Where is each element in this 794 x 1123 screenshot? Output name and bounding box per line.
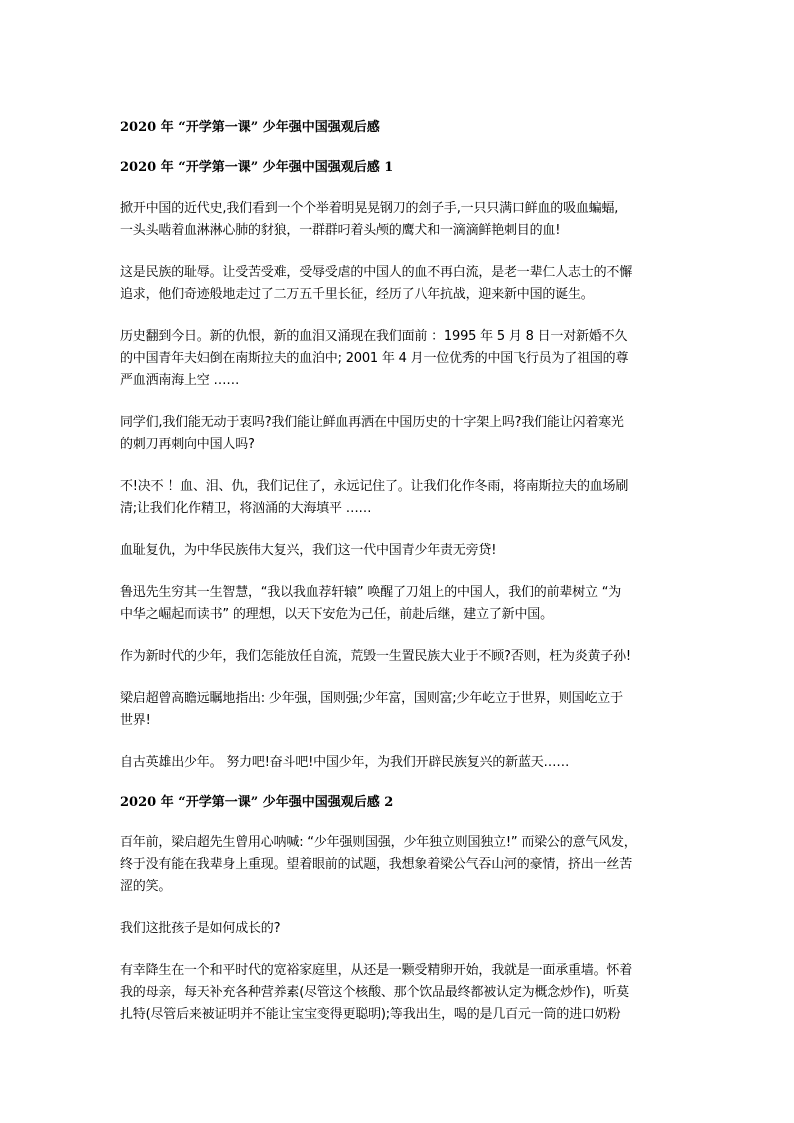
text-line: 的中国青年夫妇倒在南斯拉夫的血泊中; 2001 年 4 月一位优秀的中国飞行员为了祖国的尊 xyxy=(120,351,629,366)
text-line: 不!决不 ！血、泪、仇，我们记住了，永远记住了。让我们化作冬雨，将南斯拉夫的血场刷 xyxy=(120,479,629,494)
section-2-body xyxy=(120,832,680,1026)
section-2-heading: 2020 年 “开学第一课” 少年强中国强观后感 2 xyxy=(120,795,394,810)
paragraph xyxy=(120,198,680,242)
paragraph xyxy=(120,262,680,306)
paragraph xyxy=(120,688,680,732)
text-line: 世界! xyxy=(120,713,151,728)
text-line: 自古英雄出少年。 努力吧!奋斗吧!中国少年，为我们开辟民族复兴的新蓝天…… xyxy=(120,755,570,770)
document-page xyxy=(120,119,680,1026)
text-line: 终于没有能在我辈身上重现。望着眼前的试题，我想象着梁公气吞山河的豪情，挤出一丝苦 xyxy=(120,857,633,872)
text-line: 这是民族的耻辱。让受苦受难，受辱受虐的中国人的血不再白流，是老一辈仁人志士的不懈 xyxy=(120,265,633,280)
paragraph xyxy=(120,752,680,774)
text-line: 一头头啮着血淋淋心肺的豺狼，一群群叼着头颅的鹰犬和一滴滴鲜艳刺目的血! xyxy=(120,223,561,238)
text-line: 清;让我们化作精卫，将汹涌的大海填平 …… xyxy=(120,501,372,516)
section-1-body xyxy=(120,198,680,774)
text-line: 严血洒南海上空 …… xyxy=(120,373,240,388)
text-line: 我们这批孩子是如何成长的? xyxy=(120,921,281,936)
text-line: 扎特(尽管后来被证明并不能让宝宝变得更聪明);等我出生，喝的是几百元一筒的进口奶粉 xyxy=(120,1007,621,1022)
paragraph xyxy=(120,582,680,626)
text-line: 梁启超曾高瞻远瞩地指出: 少年强，国则强;少年富，国则富;少年屹立于世界，则国屹立于 xyxy=(120,691,623,706)
paragraph xyxy=(120,918,680,940)
text-line: 百年前，梁启超先生曾用心呐喊: “少年强则国强，少年独立则国独立!” 而梁公的意气风发， xyxy=(120,835,637,850)
paragraph xyxy=(120,832,680,898)
text-line: 历史翻到今日。新的仇恨，新的血泪又涌现在我们面前 ：1995 年 5 月 8 日一对新婚不久 xyxy=(120,329,628,344)
section-1-heading: 2020 年 “开学第一课” 少年强中国强观后感 1 xyxy=(120,160,394,175)
text-line: 的刺刀再刺向中国人吗? xyxy=(120,437,255,452)
text-line: 作为新时代的少年，我们怎能放任自流，荒毁一生置民族大业于不顾?否则，枉为炎黄子孙! xyxy=(120,649,631,664)
paragraph xyxy=(120,646,680,668)
text-line: 中华之崛起而读书” 的理想，以天下安危为己任，前赴后继，建立了新中国。 xyxy=(120,607,553,622)
document-title: 2020 年 “开学第一课” 少年强中国强观后感 xyxy=(120,120,380,135)
paragraph xyxy=(120,326,680,392)
text-line: 有幸降生在一个和平时代的宽裕家庭里，从还是一颗受精卵开始，我就是一面承重墙。怀着 xyxy=(120,963,633,978)
paragraph xyxy=(120,540,680,562)
text-line: 掀开中国的近代史,我们看到一个个举着明晃晃钢刀的刽子手,一只只满口鲜血的吸血蝙蝠, xyxy=(120,201,619,216)
paragraph xyxy=(120,960,680,1026)
text-line: 鲁迅先生穷其一生智慧，“我以我血荐轩辕” 唤醒了刀俎上的中国人，我们的前辈树立 “为 xyxy=(120,585,622,600)
text-line: 血耻复仇，为中华民族伟大复兴，我们这一代中国青少年责无旁贷! xyxy=(120,543,497,558)
text-line: 我的母亲，每天补充各种营养素(尽管这个核酸、那个饮品最终都被认定为概念炒作)，听莫 xyxy=(120,985,629,1000)
paragraph xyxy=(120,476,680,520)
paragraph xyxy=(120,412,680,456)
text-line: 追求，他们奇迹般地走过了二万五千里长征，经历了八年抗战，迎来新中国的诞生。 xyxy=(120,287,594,302)
text-line: 同学们,我们能无动于衷吗?我们能让鲜血再洒在中国历史的十字架上吗?我们能让闪着寒光 xyxy=(120,415,624,430)
text-line: 涩的笑。 xyxy=(120,879,172,894)
